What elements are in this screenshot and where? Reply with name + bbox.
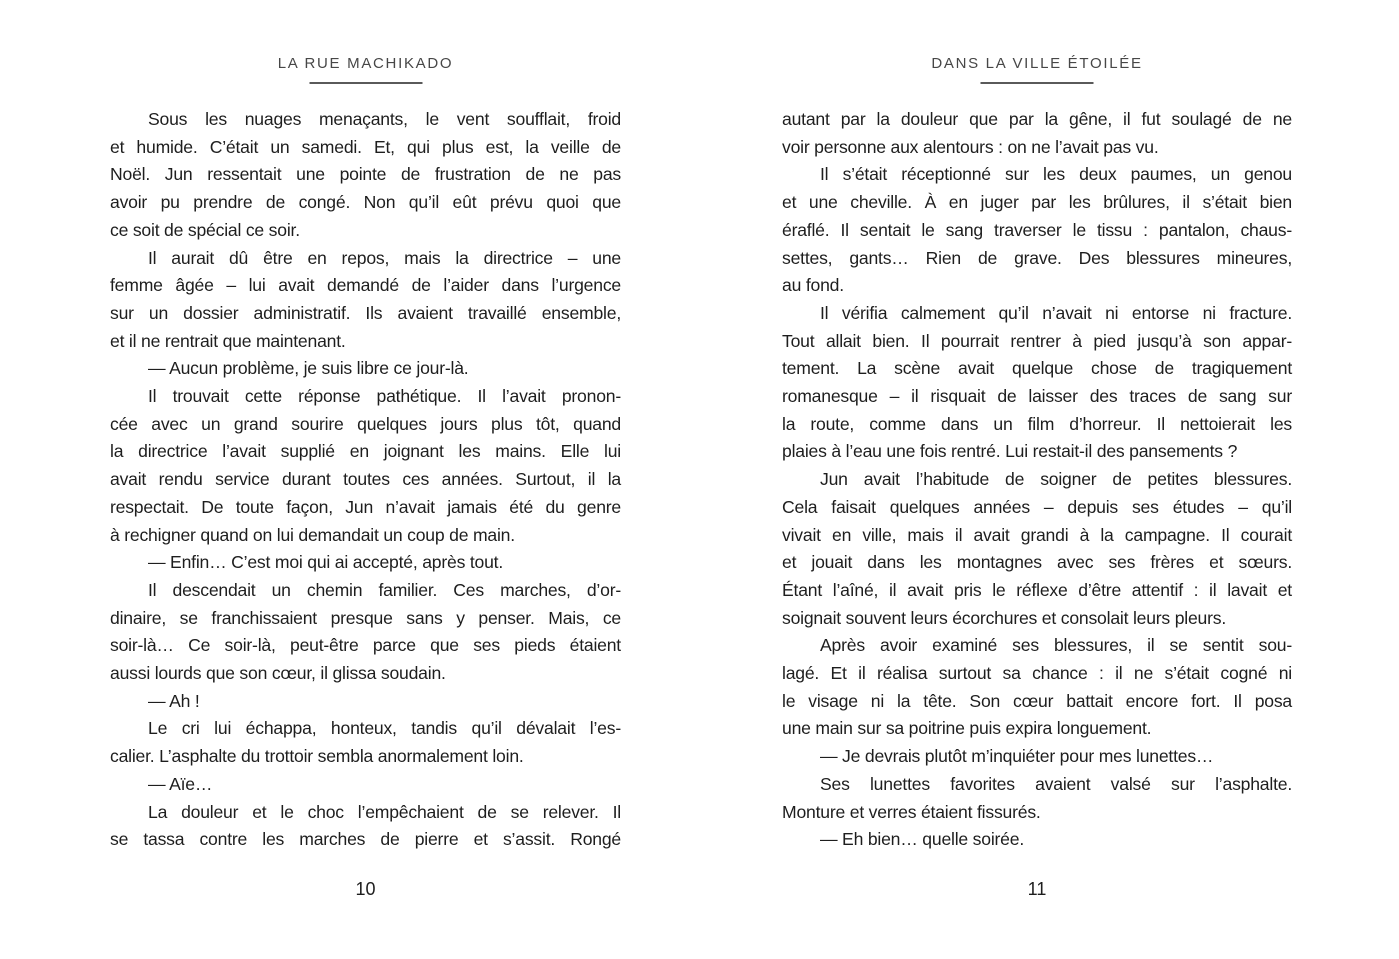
paragraph	[110, 355, 621, 383]
header-rule	[309, 82, 422, 84]
text-line: soir-là… Ce soir-là, peut-être parce que ses pieds étaient	[110, 635, 621, 656]
text-line: calier. L’asphalte du trottoir sembla anormalement loin.	[110, 746, 524, 767]
text-line: une main sur sa poitrine puis expira longuement.	[782, 718, 1152, 739]
text-line: avait rendu service durant toutes ces années. Surtout, il la	[110, 469, 621, 490]
text-line: se tassa contre les marches de pierre et s’assit. Rongé	[110, 829, 621, 850]
text-line: voir personne aux alentours : on ne l’avait pas vu.	[782, 136, 1159, 157]
paragraph	[782, 466, 1292, 632]
paragraph	[782, 771, 1292, 826]
paragraph	[782, 826, 1292, 854]
text-line: Il aurait dû être en repos, mais la directrice – une	[148, 247, 621, 268]
text-line: ce soit de spécial ce soir.	[110, 219, 300, 240]
paragraph	[110, 106, 621, 245]
text-line: la route, comme dans un film d’horreur. Il nettoierait les	[782, 413, 1292, 434]
text-line: tement. La scène avait quelque chose de tragiquement	[782, 358, 1292, 379]
text-line: La douleur et le choc l’empêchaient de se relever. Il	[148, 801, 621, 822]
header-rule	[981, 82, 1094, 84]
page-left	[110, 0, 621, 959]
text-line: et il ne rentrait que maintenant.	[110, 330, 346, 351]
text-line: et une cheville. À en juger par les brûlures, il s’était bien	[782, 192, 1292, 213]
text-line: dinaire, se franchissaient presque sans y penser. Mais, ce	[110, 607, 621, 628]
text-line: Il s’était réceptionné sur les deux paumes, un genou	[820, 164, 1292, 185]
text-line: settes, gants… Rien de grave. Des blessures mineures,	[782, 247, 1292, 268]
text-line: Tout allait bien. Il pourrait rentrer à pied jusqu’à son appar-	[782, 330, 1292, 351]
paragraph	[110, 577, 621, 688]
text-line: et jouait dans les montagnes avec ses frères et sœurs.	[782, 552, 1292, 573]
text-line: Il descendait un chemin familier. Ces marches, d’or-	[148, 579, 621, 600]
paragraph	[782, 632, 1292, 743]
page-number-right: 11	[1027, 879, 1047, 899]
text-line: — Je devrais plutôt m’inquiéter pour mes lunettes…	[820, 746, 1214, 767]
text-line: vivait en ville, mais il avait grandi à la campagne. Il courait	[782, 524, 1292, 545]
paragraph	[110, 383, 621, 549]
text-line: éraflé. Il sentait le sang traverser le tissu : pantalon, chaus-	[782, 219, 1292, 240]
paragraph	[110, 245, 621, 356]
text-line: Sous les nuages menaçants, le vent soufflait, froid	[148, 109, 621, 129]
text-line: romanesque – il risquait de laisser des traces de sang sur	[782, 386, 1292, 407]
paragraph	[782, 161, 1292, 300]
text-line: Ses lunettes favorites avaient valsé sur l’asphalte.	[820, 773, 1292, 794]
text-line: — Aucun problème, je suis libre ce jour-là.	[148, 358, 469, 379]
paragraph	[110, 771, 621, 799]
page-body-right	[782, 106, 1292, 854]
text-line: Le cri lui échappa, honteux, tandis qu’il dévalait l’es-	[148, 718, 621, 739]
text-line: respectait. De toute façon, Jun n’avait jamais été du genre	[110, 496, 621, 517]
page-body-left	[110, 106, 621, 854]
paragraph	[110, 549, 621, 577]
text-line: femme âgée – lui avait demandé de l’aider dans l’urgence	[110, 275, 621, 296]
paragraph	[110, 688, 621, 716]
text-line: au fond.	[782, 275, 844, 296]
page-right	[782, 0, 1292, 959]
text-line: — Aïe…	[148, 773, 213, 794]
text-line: le visage ni la tête. Son cœur battait encore fort. Il posa	[782, 690, 1292, 711]
text-line: — Ah !	[148, 690, 200, 711]
paragraph	[110, 715, 621, 770]
text-line: — Enfin… C’est moi qui ai accepté, après tout.	[148, 552, 504, 573]
text-line: et humide. C’était un samedi. Et, qui plus est, la veille de	[110, 136, 621, 157]
text-line: à rechigner quand on lui demandait un coup de main.	[110, 524, 515, 545]
paragraph	[782, 300, 1292, 466]
text-line: Cela faisait quelques années – depuis ses études – qu’il	[782, 496, 1292, 517]
text-line: Il vérifia calmement qu’il n’avait ni entorse ni fracture.	[820, 302, 1292, 323]
text-line: Monture et verres étaient fissurés.	[782, 801, 1041, 822]
text-line: soignait souvent leurs écorchures et consolait leurs pleurs.	[782, 607, 1227, 628]
text-line: Il trouvait cette réponse pathétique. Il l’avait pronon-	[148, 386, 621, 407]
text-line: — Eh bien… quelle soirée.	[820, 829, 1025, 850]
paragraph	[782, 743, 1292, 771]
text-line: cée avec un grand sourire quelques jours plus tôt, quand	[110, 413, 621, 434]
text-line: Étant l’aîné, il avait pris le réflexe d’être attentif : il lavait et	[782, 579, 1292, 600]
running-header-right: DANS LA VILLE ÉTOILÉE	[931, 55, 1143, 72]
running-header-left: LA RUE MACHIKADO	[277, 55, 454, 72]
text-line: plaies à l’eau une fois rentré. Lui restait-il des pansements ?	[782, 441, 1238, 462]
text-line: avoir pu prendre de congé. Non qu’il eût prévu quoi que	[110, 192, 621, 213]
text-line: lagé. Et il réalisa surtout sa chance : il ne s’était cogné ni	[782, 663, 1292, 684]
text-line: autant par la douleur que par la gêne, il fut soulagé de ne	[782, 109, 1292, 129]
paragraph	[782, 106, 1292, 161]
paragraph	[110, 799, 621, 854]
text-line: Noël. Jun ressentait une pointe de frustration de ne pas	[110, 164, 621, 185]
page-number-left: 10	[355, 879, 376, 899]
text-line: Jun avait l’habitude de soigner de petites blessures.	[820, 469, 1292, 490]
text-line: la directrice l’avait supplié en joignant les mains. Elle lui	[110, 441, 621, 462]
text-line: Après avoir examiné ses blessures, il se sentit sou-	[820, 635, 1292, 656]
text-line: aussi lourds que son cœur, il glissa soudain.	[110, 663, 446, 684]
text-line: sur un dossier administratif. Ils avaient travaillé ensemble,	[110, 302, 621, 323]
